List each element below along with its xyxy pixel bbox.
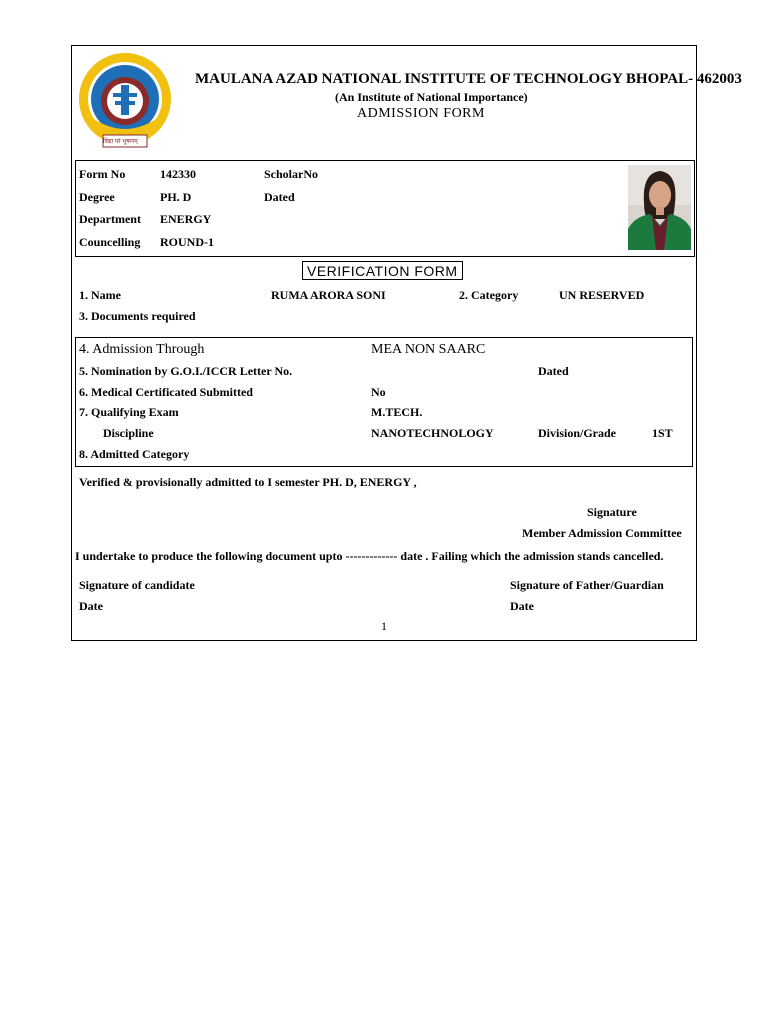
form-no-label: Form No xyxy=(79,167,126,181)
admitted-category-label: 8. Admitted Category xyxy=(79,447,190,461)
name-label: 1. Name xyxy=(79,288,121,302)
counselling-label: Councelling xyxy=(79,235,141,249)
medical-value: No xyxy=(371,385,386,399)
form-no-value: 142330 xyxy=(160,167,196,181)
verification-title: VERIFICATION FORM xyxy=(302,261,463,280)
admission-through-label: 4. Admission Through xyxy=(79,342,205,357)
discipline-label: Discipline xyxy=(103,426,154,440)
institute-subtitle: (An Institute of National Importance) xyxy=(335,90,528,104)
discipline-value: NANOTECHNOLOGY xyxy=(371,426,494,440)
undertake-text: I undertake to produce the following document upto ------------- date . Failing which the admission stands cancelled. xyxy=(75,549,664,563)
institute-logo xyxy=(77,51,173,151)
category-label: 2. Category xyxy=(459,288,519,302)
nomination-dated-label: Dated xyxy=(538,364,569,378)
date-label-left: Date xyxy=(79,599,103,613)
division-label: Division/Grade xyxy=(538,426,617,440)
department-label: Department xyxy=(79,212,141,226)
signature-label: Signature xyxy=(587,505,637,519)
counselling-value: ROUND-1 xyxy=(160,235,214,249)
category-value: UN RESERVED xyxy=(559,288,645,302)
degree-label: Degree xyxy=(79,190,115,204)
date-label-right: Date xyxy=(510,599,534,613)
candidate-signature-label: Signature of candidate xyxy=(79,578,195,592)
verified-text: Verified & provisionally admitted to I semester PH. D, ENERGY , xyxy=(79,475,417,489)
guardian-signature-label: Signature of Father/Guardian xyxy=(510,578,664,592)
documents-label: 3. Documents required xyxy=(79,309,196,323)
division-value: 1ST xyxy=(652,426,673,440)
logo-caption: विद्या परं भूषणम् xyxy=(103,139,138,145)
medical-label: 6. Medical Certificated Submitted xyxy=(79,385,253,399)
degree-value: PH. D xyxy=(160,190,192,204)
page-number: 1 xyxy=(381,619,387,633)
admission-through-value: MEA NON SAARC xyxy=(371,342,486,357)
department-value: ENERGY xyxy=(160,212,212,226)
institute-name: MAULANA AZAD NATIONAL INSTITUTE OF TECHNOLOGY BHOPAL- 462003 xyxy=(195,71,742,87)
dated-label: Dated xyxy=(264,190,295,204)
form-title: ADMISSION FORM xyxy=(357,106,485,121)
nomination-label: 5. Nomination by G.O.I./ICCR Letter No. xyxy=(79,364,293,378)
committee-label: Member Admission Committee xyxy=(522,526,682,540)
name-value: RUMA ARORA SONI xyxy=(271,288,386,302)
scholar-no-label: ScholarNo xyxy=(264,167,318,181)
qualifying-label: 7. Qualifying Exam xyxy=(79,405,179,419)
candidate-photo xyxy=(628,165,691,250)
qualifying-value: M.TECH. xyxy=(371,405,423,419)
